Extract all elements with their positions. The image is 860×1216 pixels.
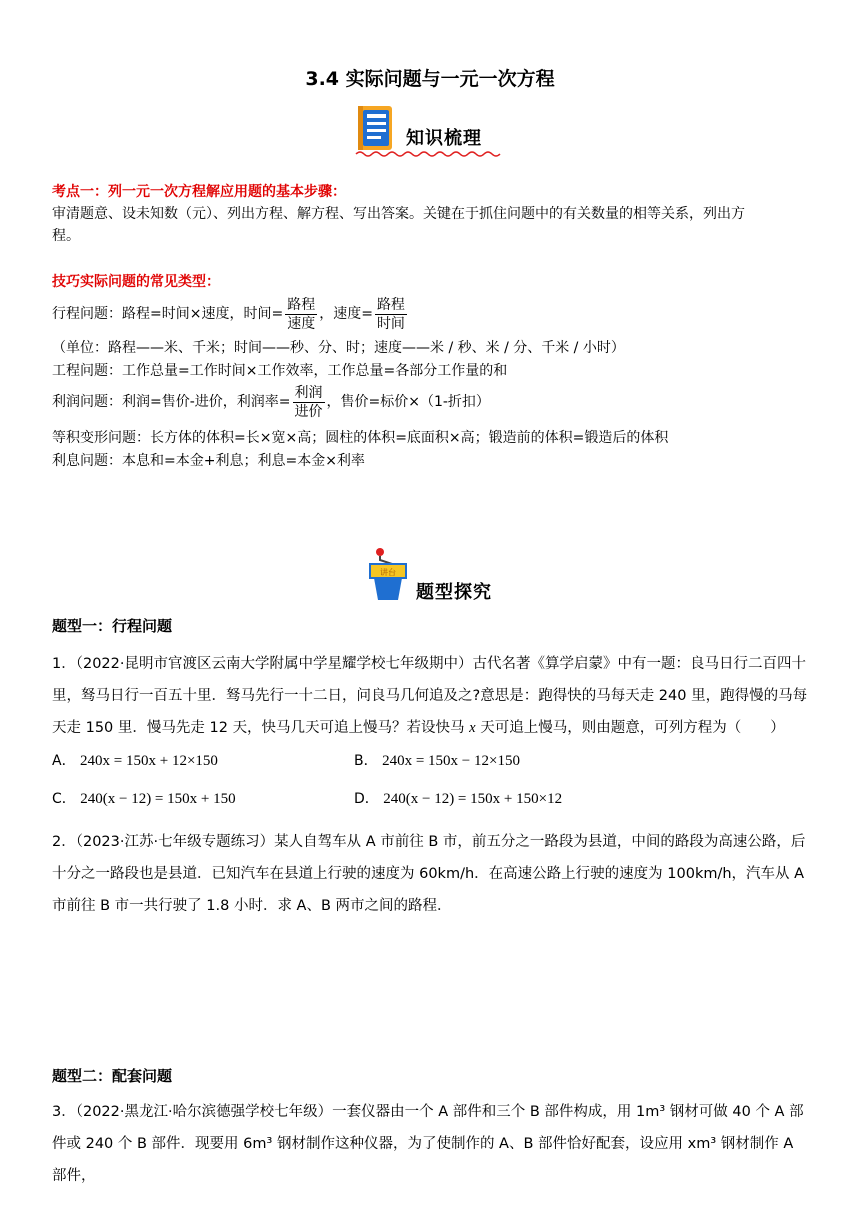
- fraction-numerator: 路程: [287, 296, 316, 313]
- podium-icon: [366, 546, 412, 602]
- option-label: A．: [52, 753, 76, 769]
- option-a[interactable]: [52, 750, 218, 770]
- fraction-speed: [375, 296, 407, 333]
- work-line: 工程问题：工作总量=工作时间×工作效率，工作总量=各部分工作量的和: [52, 363, 508, 379]
- fraction-numerator: 利润: [294, 384, 323, 401]
- travel-text-a: 行程问题：路程=时间×速度，时间=: [52, 306, 284, 322]
- volume-line: 等积变形问题：长方体的体积=长×宽×高；圆柱的体积=底面积×高；锻造前的体积=锻造后的体积: [52, 430, 669, 446]
- page-title: 3.4 实际问题与一元一次方程: [305, 68, 555, 90]
- option-label: D．: [354, 791, 379, 807]
- fraction-denominator: 时间: [376, 315, 405, 332]
- profit-formula: [52, 382, 490, 422]
- podium-sign: 讲台: [380, 568, 396, 577]
- banner-knowledge: [354, 104, 504, 158]
- travel-formula: [52, 294, 409, 334]
- interest-line: 利息问题：本息和=本金+利息；利息=本金×利率: [52, 453, 365, 469]
- fraction-denominator: 速度: [287, 315, 316, 332]
- question-1-var: x: [469, 720, 476, 736]
- profit-text-a: 利润问题：利润=售价-进价，利润率=: [52, 394, 291, 410]
- option-c[interactable]: [52, 788, 236, 808]
- fraction-time: [285, 296, 317, 333]
- kp1-line2: 程。: [52, 228, 80, 244]
- option-expr: 240(x − 12) = 150x + 150: [80, 791, 236, 807]
- travel-text-b: ，速度=: [319, 306, 373, 322]
- banner-question-types: [366, 546, 496, 604]
- option-d[interactable]: [354, 788, 562, 808]
- type2-heading: 题型二：配套问题: [52, 1067, 173, 1085]
- kp2-heading: 技巧实际问题的常见类型：: [52, 274, 220, 290]
- type1-heading: 题型一：行程问题: [52, 617, 173, 635]
- fraction-profit-rate: [293, 384, 325, 421]
- question-2: 2．（2023·江苏·七年级专题练习）某人自驾车从 A 市前往 B 市，前五分之一路段为县道，中间的路段为高速公路，后十分之一路段也是县道．已知汽车在县道上行驶的速度为 60km/h．在高速公路上行驶的速度为 100km/h，汽车从 A 市前往 B 市一共行驶了 1.8 小时．求 A、B 两市之间的路程．: [52, 834, 806, 914]
- kp1-line1: 审清题意、设未知数（元）、列出方程、解方程、写出答案。关键在于抓住问题中的有关数量的相等关系，列出方: [52, 206, 745, 222]
- question-3: 3．（2022·黑龙江·哈尔滨德强学校七年级）一套仪器由一个 A 部件和三个 B 部件构成，用 1m³ 钢材可做 40 个 A 部件或 240 个 B 部件．现要用 6m³ 钢材制作这种仪器，为了使制作的 A、B 部件恰好配套，设应用 xm³ 钢材制作 A 部件，: [52, 1104, 804, 1184]
- option-expr: 240(x − 12) = 150x + 150×12: [383, 791, 563, 807]
- option-label: C．: [52, 791, 76, 807]
- question-1: [52, 648, 812, 744]
- option-expr: 240x = 150x + 12×150: [80, 753, 218, 769]
- profit-text-b: ，售价=标价×（1-折扣）: [326, 394, 490, 410]
- banner-knowledge-label: 知识梳理: [406, 128, 482, 149]
- fraction-denominator: 进价: [294, 403, 323, 420]
- units-line: （单位：路程——米、千米；时间——秒、分、时；速度——米 / 秒、米 / 分、千米 / 小时）: [52, 340, 625, 356]
- book-icon: [354, 104, 398, 154]
- question-1-text-a: 1．（2022·昆明市官渡区云南大学附属中学星耀学校七年级期中）古代名著《算学启蒙》中有一题：良马日行二百四十里，驽马日行一百五十里．驽马先行一十二日，问良马几何追及之?意思是：跑得快的马每天走 240 里，跑得慢的马每天走 150 里．慢马先走 12 天，快马几天可追上慢马？若设快马: [52, 656, 808, 736]
- banner-question-types-label: 题型探究: [416, 582, 492, 603]
- kp1-heading: 考点一：列一元一次方程解应用题的基本步骤：: [52, 184, 346, 200]
- option-b[interactable]: [354, 750, 520, 770]
- option-label: B．: [354, 753, 378, 769]
- question-1-text-b: 天可追上慢马，则由题意，可列方程为（ ）: [475, 720, 785, 736]
- option-expr: 240x = 150x − 12×150: [382, 753, 520, 769]
- wavy-underline: [354, 150, 504, 158]
- fraction-numerator: 路程: [376, 296, 405, 313]
